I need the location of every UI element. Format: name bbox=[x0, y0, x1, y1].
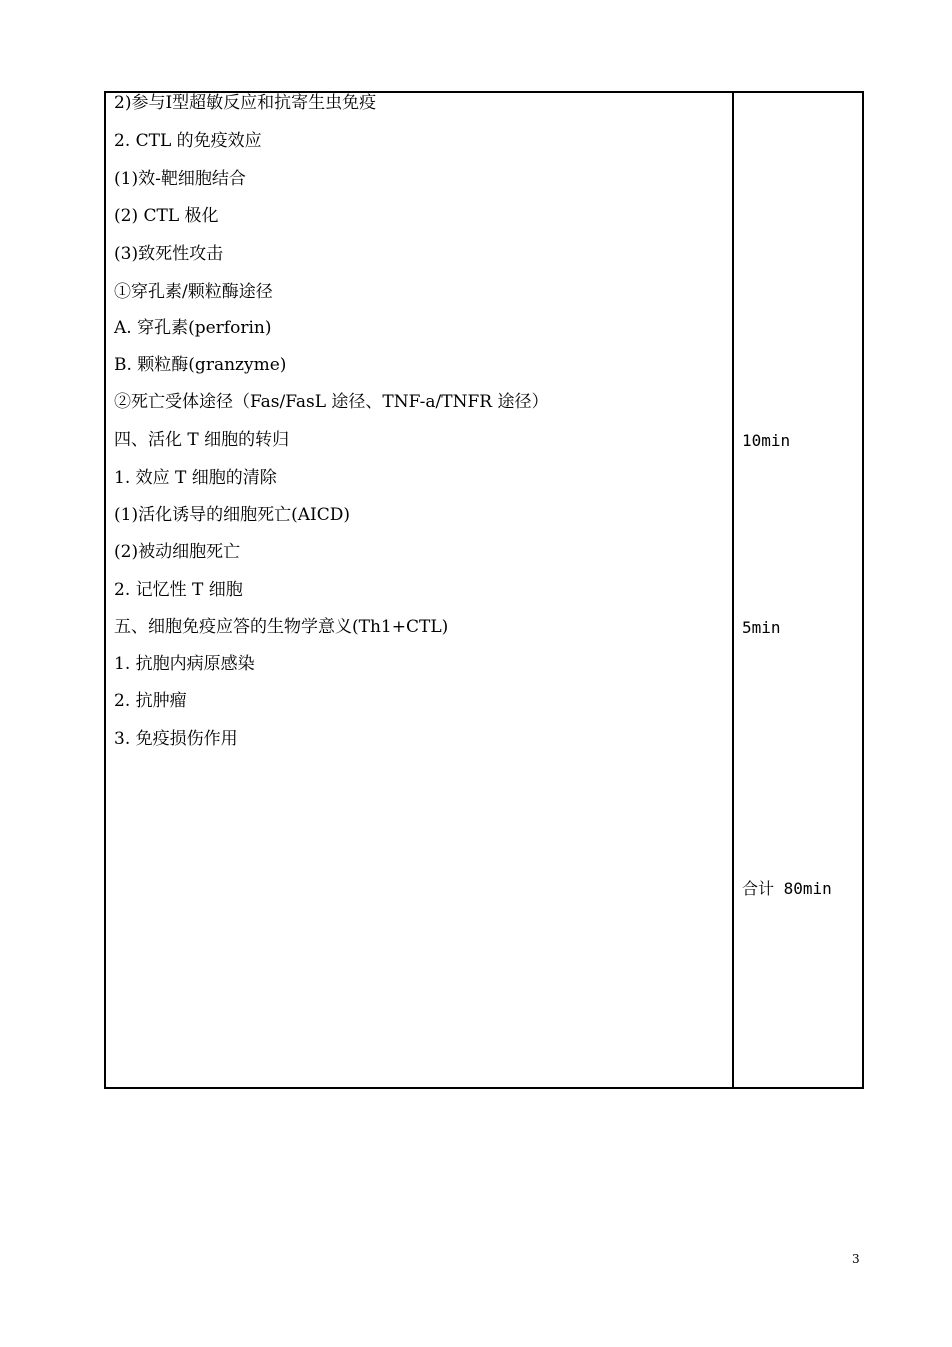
content-line: ①穿孔素/颗粒酶途径 bbox=[114, 282, 273, 302]
section-heading: 四、活化 T 细胞的转归 bbox=[114, 430, 290, 450]
content-line: A. 穿孔素(perforin) bbox=[114, 318, 272, 338]
content-line: (1)活化诱导的细胞死亡(AICD) bbox=[114, 505, 350, 525]
time-total: 合计 80min bbox=[742, 879, 832, 898]
content-line: (3)致死性攻击 bbox=[114, 244, 224, 264]
content-line: ②死亡受体途径（Fas/FasL 途径、TNF-a/TNFR 途径） bbox=[114, 392, 549, 412]
content-line: 2)参与Ⅰ型超敏反应和抗寄生虫免疫 bbox=[114, 93, 377, 113]
content-line: 3. 免疫损伤作用 bbox=[114, 729, 238, 749]
time-section5: 5min bbox=[742, 618, 781, 637]
content-line: 2. 抗肿瘤 bbox=[114, 691, 187, 711]
page-number: 3 bbox=[852, 1252, 860, 1266]
time-section4: 10min bbox=[742, 431, 791, 450]
content-line: (2)被动细胞死亡 bbox=[114, 542, 241, 562]
content-line: (1)效-靶细胞结合 bbox=[114, 169, 246, 189]
content-line: (2) CTL 极化 bbox=[114, 206, 219, 226]
section-heading: 五、细胞免疫应答的生物学意义(Th1+CTL) bbox=[114, 617, 449, 637]
column-divider bbox=[732, 91, 734, 1089]
content-line: 1. 效应 T 细胞的清除 bbox=[114, 468, 277, 488]
content-line: B. 颗粒酶(granzyme) bbox=[114, 355, 287, 375]
content-line: 2. CTL 的免疫效应 bbox=[114, 131, 262, 151]
content-line: 2. 记忆性 T 细胞 bbox=[114, 580, 243, 600]
content-line: 1. 抗胞内病原感染 bbox=[114, 654, 255, 674]
